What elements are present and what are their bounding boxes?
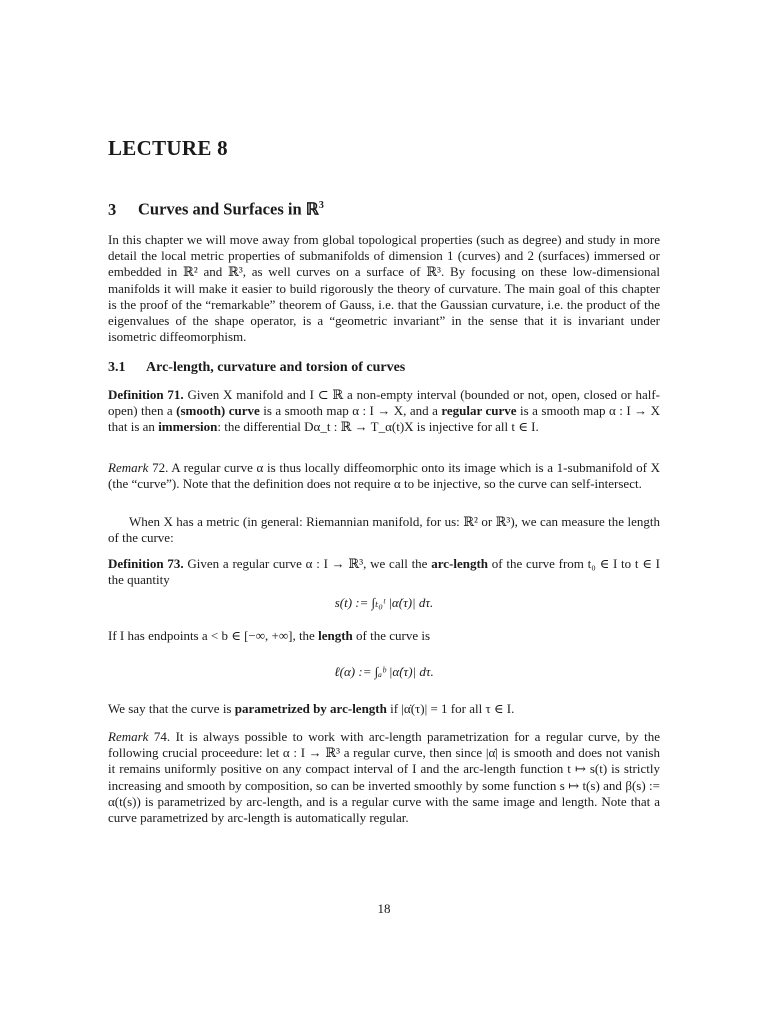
arclength-paragraph [108, 701, 660, 717]
paragraph-text: If I has endpoints a < b ∈ [−∞, +∞], the [108, 628, 319, 643]
definition-text: is a smooth map α : I → X that is an [108, 403, 660, 435]
document-page [108, 0, 660, 1024]
remark-text: A regular curve α is thus locally diffeomorphic onto its image which is a 1-submanifold of X (the “curve”). Note that the definition does not require α to be injective, so the curve can self-intersect. [108, 460, 661, 492]
paragraph-text: if |α̇(τ)| = 1 for all τ ∈ I. [386, 701, 515, 716]
term-length: length [318, 628, 353, 643]
subsection-title: Arc-length, curvature and torsion of curves [146, 360, 406, 375]
definition-text: of the curve from t₀ ∈ I to t ∈ I the quantity [108, 556, 660, 588]
remark-label: Remark [108, 729, 149, 744]
section-title-superscript: 3 [318, 200, 324, 211]
remark-number: 74. [148, 729, 171, 744]
definition-label: Definition 71. [108, 387, 184, 402]
definition-text: Given X manifold and I ⊂ ℝ a non-empty interval (bounded or not, open, closed or half-open) then a [108, 387, 660, 419]
remark-74 [108, 729, 660, 826]
definition-text: Given a regular curve α : I → ℝ³, we call the [183, 556, 432, 571]
paragraph-text: of the curve is [352, 628, 431, 643]
lecture-title: LECTURE 8 [108, 136, 228, 160]
subsection-heading [108, 360, 405, 376]
term-smooth-curve: (smooth) curve [176, 403, 260, 419]
definition-73 [108, 556, 660, 588]
definition-text: : the differential Dα_t : ℝ → T_α(t)X is injective for all t ∈ I. [217, 419, 539, 435]
definition-71 [108, 387, 660, 436]
paragraph-text: We say that the curve is [108, 701, 235, 716]
definition-text: is a smooth map α : I → X, and a [259, 403, 442, 419]
subsection-number: 3.1 [108, 360, 126, 375]
remark-72 [108, 460, 660, 492]
term-immersion: immersion [158, 419, 218, 435]
formula-arc-length: s(t) := ∫ₜ₀ᵗ |α̇(τ)| dτ. [334, 595, 434, 610]
metric-paragraph: When X has a metric (in general: Riemannian manifold, for us: ℝ² or ℝ³), we can measure the length of the curve: [108, 514, 660, 546]
intro-paragraph: In this chapter we will move away from global topological properties (such as degree) and study in more detail the local metric properties of submanifolds of dimension 1 (curves) and 2 (surfaces) immersed or embedded in ℝ² and ℝ³, as well curves on a surface of ℝ³. By focusing on these low-dimensional manifolds it will make it easier to build rigorously the theory of curvature. The main goal of this chapter is the proof of the “remarkable” theorem of Gauss, i.e. that the Gaussian curvature, i.e. the product of the eigenvalues of the shape operator, is a “geometric invariant” in the sense that it is invariant under isometric diffeomorphism. [108, 232, 660, 345]
definition-label: Definition 73. [108, 556, 184, 571]
term-regular-curve: regular curve [441, 403, 517, 419]
section-heading [108, 198, 324, 218]
section-number: 3 [108, 199, 117, 219]
formula-length: ℓ(α) := ∫ₐᵇ |α̇(τ)| dτ. [334, 664, 434, 679]
term-arc-length: arc-length [431, 556, 489, 571]
term-parametrized-by-arc-length: parametrized by arc-length [234, 701, 387, 716]
section-title: Curves and Surfaces in ℝ [138, 199, 319, 219]
page-number: 18 [377, 901, 391, 916]
length-paragraph [108, 628, 660, 644]
remark-label: Remark [108, 460, 149, 475]
remark-number: 72. [148, 460, 169, 475]
remark-text: It is always possible to work with arc-length parametrization for a regular curve, by the following crucial proceedure: let α : I → ℝ³ a regular curve, then since |α̇| is smooth and does not vanish it remains uniformly positive on any compact interval of I and the arc-length function t ↦ s(t) is strictly increasing and smooth by composition, so can be inverted smoothly by some function s ↦ t(s) and β(s) := α(t(s)) is parametrized by arc-length, and is a regular curve with the same image and length. Note that a curve parametrized by arc-length is automatically regular. [108, 729, 661, 826]
